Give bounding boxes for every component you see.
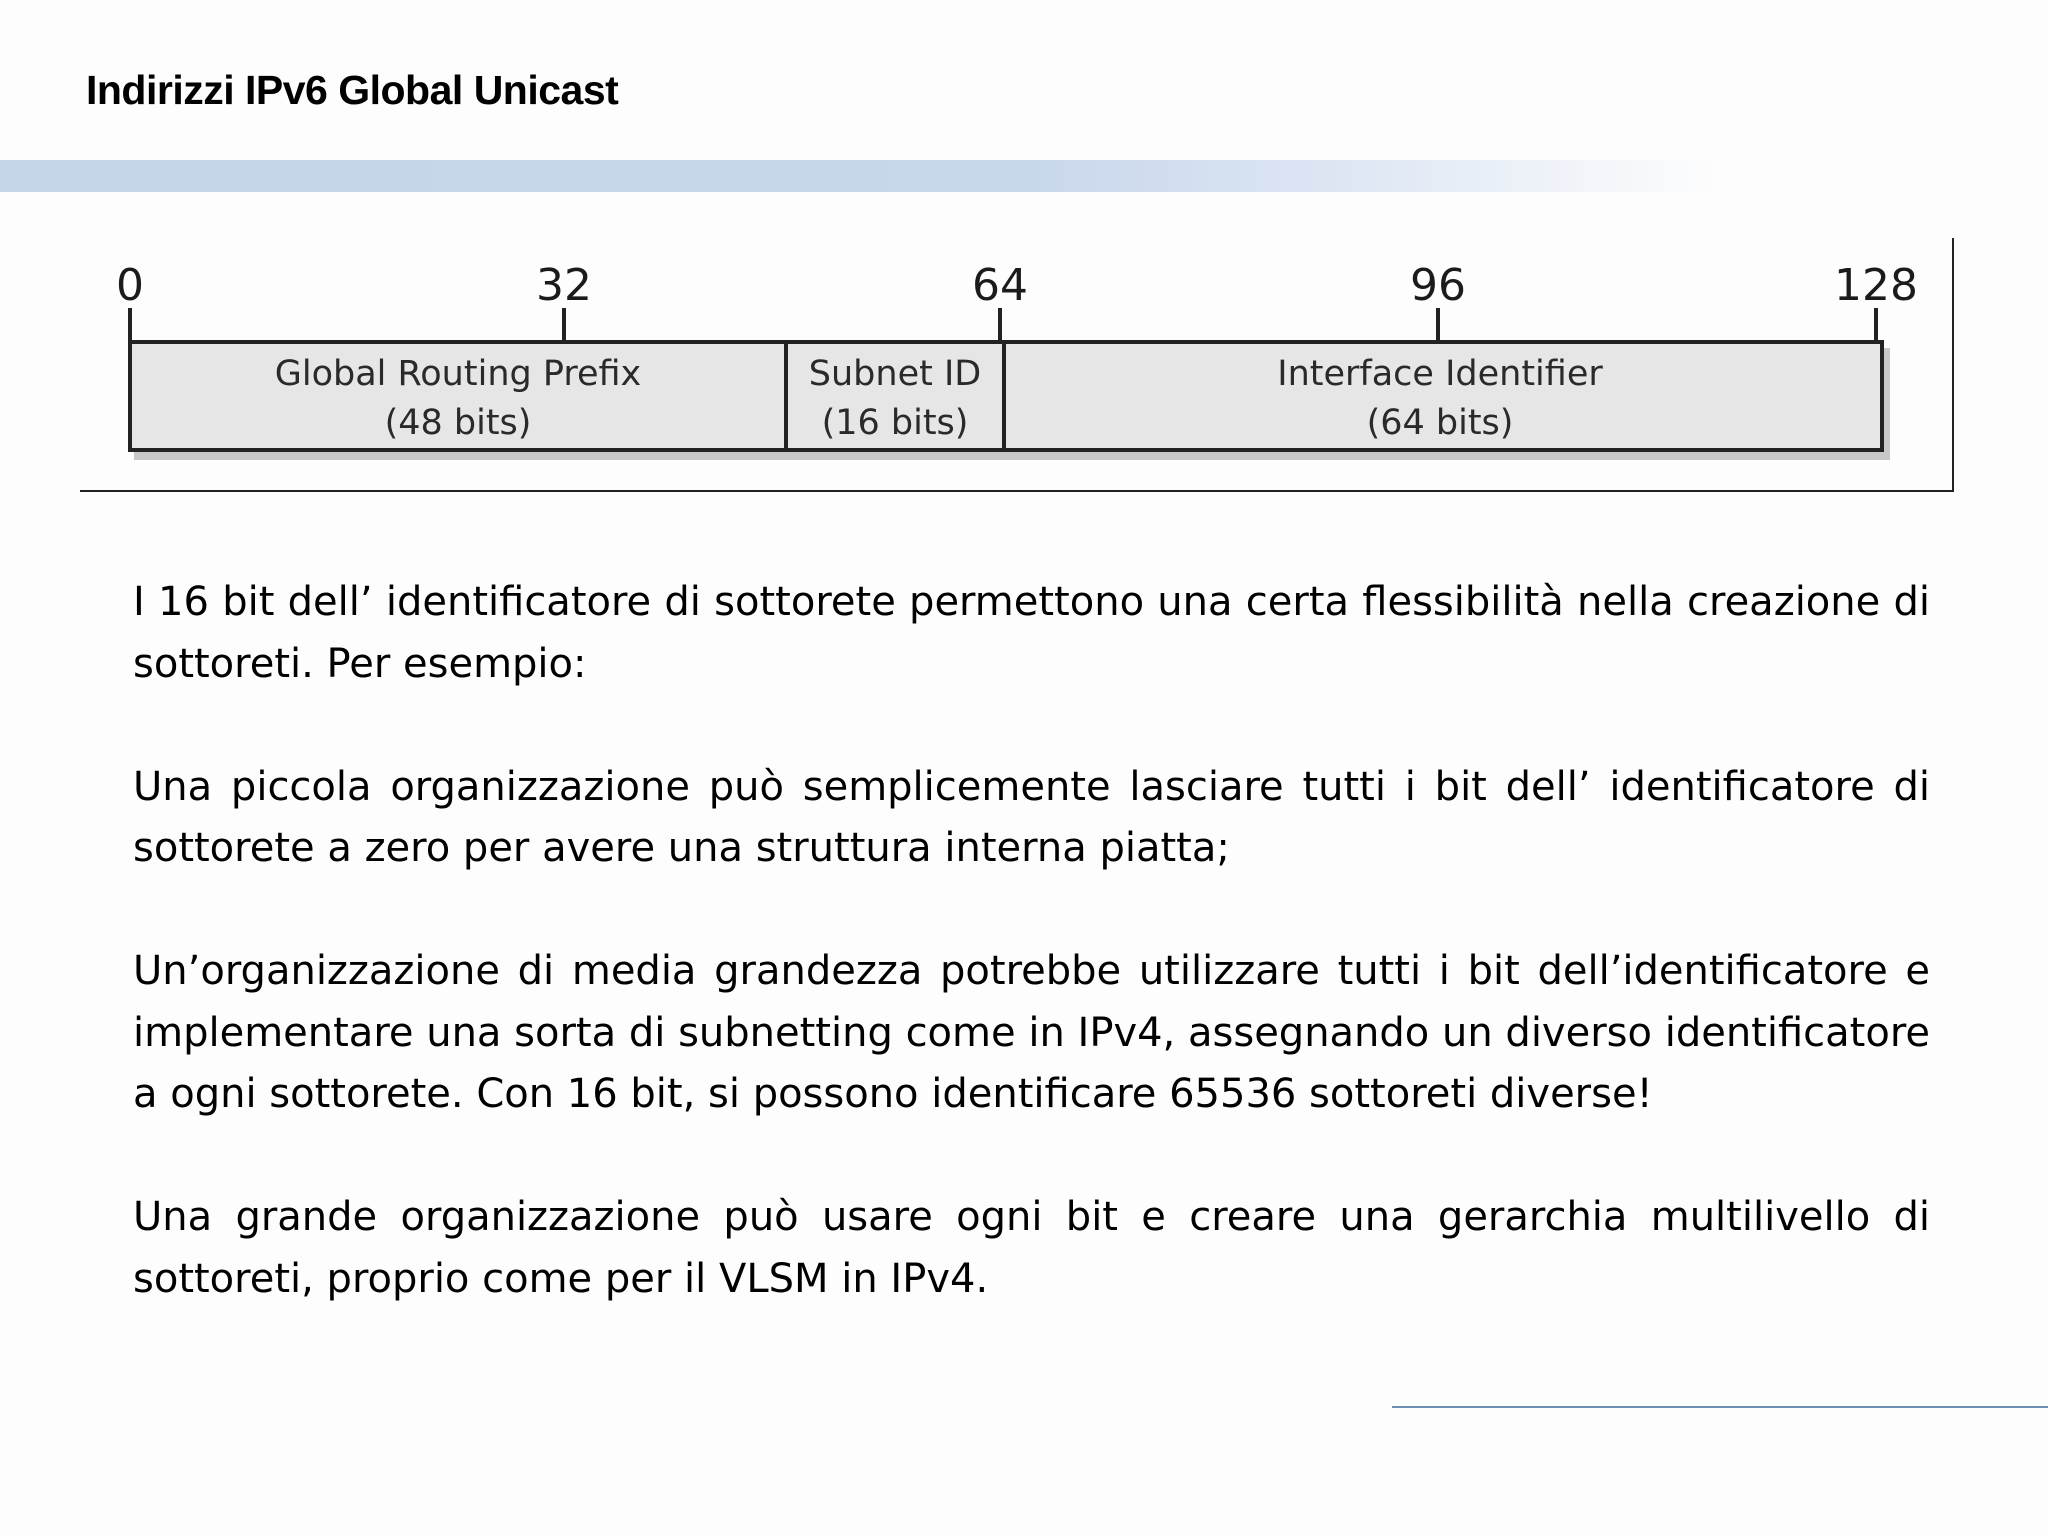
tick-label-128: 128 [1834,260,1918,311]
paragraph-medium-org: Un’organizzazione di media grandezza potrebbe utilizzare tutti i bit dell’identificatore e implementare una sorta di subnetting come in IPv4, assegnando un diverso identificatore a ogni sottorete. Con 16 bit, si possono identificare 65536 sottoreti diverse! [133,948,1930,1117]
footer-rule [1392,1406,2048,1408]
field-size-interface-identifier: (64 bits) [1366,403,1514,443]
field-size-subnet-id: (16 bits) [821,403,969,443]
tick-label-0: 0 [116,260,144,311]
field-name-interface-identifier: Interface Identifier [1277,354,1603,394]
tick-label-32: 32 [536,260,592,311]
field-name-global-routing-prefix: Global Routing Prefix [274,354,642,394]
body-text [133,572,1930,1372]
title-band [0,160,1720,192]
paragraph-intro: I 16 bit dell’ identificatore di sottorete permettono una certa flessibilità nella creazione di sottoreti. Per esempio: [133,579,1930,687]
field-name-subnet-id: Subnet ID [808,354,982,394]
ipv6-diagram-svg [80,238,1952,490]
ipv6-address-diagram [80,238,1954,492]
field-size-global-routing-prefix: (48 bits) [384,403,532,443]
page-title: Indirizzi IPv6 Global Unicast [86,67,619,113]
tick-label-96: 96 [1410,260,1466,311]
paragraph-large-org: Una grande organizzazione può usare ogni bit e creare una gerarchia multilivello di sottoreti, proprio come per il VLSM in IPv4. [133,1194,1930,1302]
paragraph-small-org: Una piccola organizzazione può semplicemente lasciare tutti i bit dell’ identificatore di sottorete a zero per avere una struttura interna piatta; [133,763,1930,871]
tick-label-64: 64 [972,260,1028,311]
